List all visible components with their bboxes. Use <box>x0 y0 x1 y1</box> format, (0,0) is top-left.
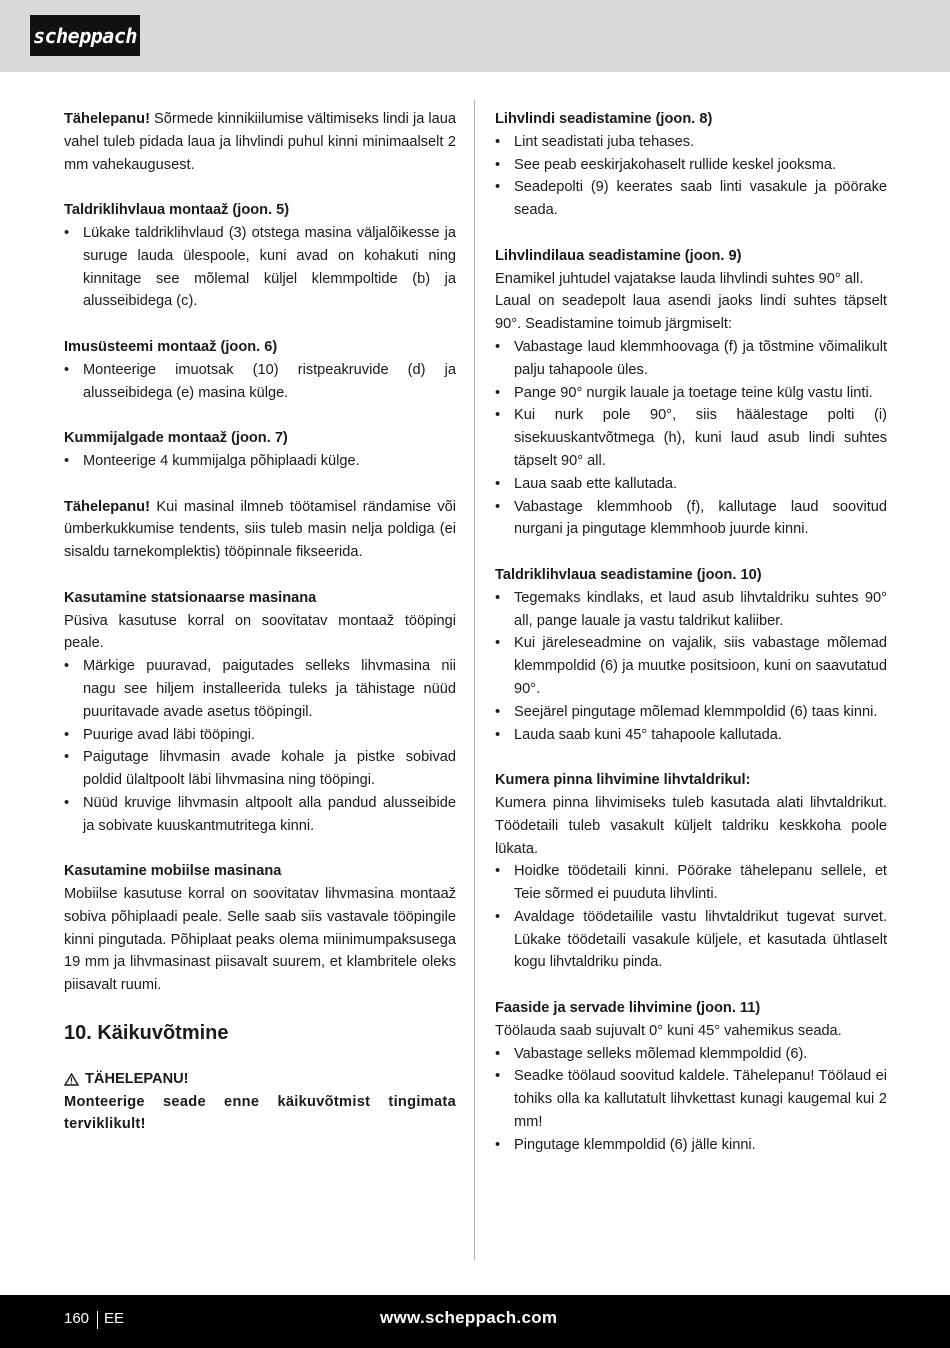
section-heading: Kummijalgade montaaž (joon. 7) <box>64 430 288 447</box>
paragraph: Töölauda saab sujuvalt 0° kuni 45° vahemikus seada. <box>495 1022 842 1039</box>
column-divider <box>474 100 475 1260</box>
list-item: • Nüüd kruvige lihvmasin altpoolt alla pandud alusseibide ja sobivate kuuskantmutritega kinni. <box>64 792 456 838</box>
list-item: • Kui nurk pole 90°, siis häälestage polti (i) sisekuuskantvõtmega (h), kuni laud asub lindi suhtes täpselt 90° all. <box>495 404 887 472</box>
left-column <box>64 108 456 1136</box>
note-finger-gap: Tähelepanu! Sõrmede kinnikiilumise vältimiseks lindi ja laua vahel tuleb pidada laua ja lihvlindi puhul kinni minimaalselt 2 mm vahekaugusest. <box>64 111 456 173</box>
warning-triangle-icon <box>64 1073 79 1086</box>
section-belt-adjust <box>495 108 887 222</box>
paragraph: Püsiva kasutuse korral on soovitatav montaaž tööpingi peale. <box>64 612 456 652</box>
section-heading: Faaside ja servade lihvimine (joon. 11) <box>495 1000 761 1017</box>
warning-text: Monteerige seade enne käikuvõtmist tingimata terviklikult! <box>64 1093 456 1133</box>
page-header <box>0 0 950 72</box>
section-disc-table-mount <box>64 199 456 313</box>
warning-heading: TÄHELEPANU! <box>64 1068 456 1091</box>
section-heading: Kasutamine statsionaarse masinana <box>64 589 317 606</box>
list-item: • Vabastage laud klemmhoovaga (f) ja tõstmine võimalikult palju tahapoole üles. <box>495 336 887 382</box>
list-item: • See peab eeskirjakohaselt rullide keskel jooksma. <box>495 154 887 177</box>
section-stationary-use <box>64 587 456 838</box>
list-item: • Kui järeleseadmine on vajalik, siis vabastage mõlemad klemmpoldid (6) ja muutke positsioon, kuni on saavutatud 90°. <box>495 632 887 700</box>
section-belt-table-adjust <box>495 245 887 541</box>
footer-separator <box>97 1311 98 1329</box>
list-item: • Tegemaks kindlaks, et laud asub lihvtaldriku suhtes 90° all, pange lauale ja vastu taldrikut kaliiber. <box>495 587 887 633</box>
list-item: • Vabastage selleks mõlemad klemmpoldid (6). <box>495 1043 887 1066</box>
paragraph: Laual on seadepolt laua asendi jaoks lindi suhtes täpselt 90°. Seadistamine toimub järgmiselt: <box>495 293 887 333</box>
list-item: • Lükake taldriklihvlaud (3) otstega masina väljalõikesse ja suruge lauda ülespoole, kuni avad on kohakuti ning kinnitage see mõlemal küljel klemmpoltide (b) ja alusseibidega (c). <box>64 222 456 313</box>
list-item: • Pange 90° nurgik lauale ja toetage teine külg vastu linti. <box>495 382 887 405</box>
list-item: • Paigutage lihvmasin avade kohale ja pistke sobivad poldid ülaltpoolt läbi lihvmasina ning tööpingi. <box>64 746 456 792</box>
page-footer <box>0 1295 950 1348</box>
section-heading: Imusüsteemi montaaž (joon. 6) <box>64 338 278 355</box>
section-heading: Taldriklihvlaua montaaž (joon. 5) <box>64 202 290 219</box>
list-item: • Monteerige imuotsak (10) ristpeakruvide (d) ja alusseibidega (e) masina külge. <box>64 359 456 405</box>
list-item: • Lint seadistati juba tehases. <box>495 131 887 154</box>
note-fixing: Tähelepanu! Kui masinal ilmneb töötamisel rändamise või ümberkukkumise tendents, siis tuleb masin nelja poldiga (ei sisaldu tarnekomplektis) tööpinnale fikseerida. <box>64 498 456 561</box>
list-item: • Monteerige 4 kummijalga põhiplaadi külge. <box>64 450 456 473</box>
paragraph: Enamikel juhtudel vajatakse lauda lihvlindi suhtes 90° all. <box>495 270 864 287</box>
section-convex-sanding <box>495 769 887 974</box>
website-link[interactable]: www.scheppach.com <box>380 1308 558 1327</box>
list-item: • Laua saab ette kallutada. <box>495 473 887 496</box>
list-item: • Märkige puuravad, paigutades selleks lihvmasina nii nagu see hiljem installeerida tuleks ja tähistage nüüd puuritavade avade asetus tööpingil. <box>64 655 456 723</box>
section-heading: Lihvlindilaua seadistamine (joon. 9) <box>495 247 742 264</box>
list-item: • Vabastage klemmhoob (f), kallutage laud soovitud nurgani ja pingutage klemmhoob juurde kinni. <box>495 496 887 542</box>
section-mobile-use <box>64 860 456 997</box>
list-item: • Seejärel pingutage mõlemad klemmpoldid (6) taas kinni. <box>495 701 887 724</box>
list-item: • Hoidke töödetaili kinni. Pöörake tähelepanu sellele, et Teie sõrmed ei puuduta lihvlinti. <box>495 860 887 906</box>
chapter-title: 10. Käikuvõtmine <box>64 1021 229 1044</box>
list-item: • Lauda saab kuni 45° tahapoole kallutada. <box>495 724 887 747</box>
right-column <box>495 108 887 1179</box>
list-item: • Puurige avad läbi tööpingi. <box>64 724 456 747</box>
section-heading: Kasutamine mobiilse masinana <box>64 863 282 880</box>
language-code: EE <box>104 1310 125 1327</box>
list-item: • Seadke töölaud soovitud kaldele. Tähelepanu! Töölaud ei tohiks olla ka kallutatult lihvkettast kunagi kaugemal kui 2 mm! <box>495 1065 887 1133</box>
list-item: • Seadepolti (9) keerates saab linti vasakule ja pöörake seada. <box>495 176 887 222</box>
list-item: • Pingutage klemmpoldid (6) jälle kinni. <box>495 1134 887 1157</box>
paragraph: Mobiilse kasutuse korral on soovitatav lihvmasina montaaž sobiva põhiplaadi peale. Selle saab siis vastavale tööpingile kinni pingutada. Põhiplaat peaks olema miinimumpaksusega 19 mm ja lihvmasinast piisavalt suurem, et klambritele oleks piisavalt ruumi. <box>64 886 456 994</box>
section-heading: Lihvlindi seadistamine (joon. 8) <box>495 111 713 127</box>
section-heading: Kumera pinna lihvimine lihvtaldrikul: <box>495 772 751 789</box>
section-rubber-feet-mount <box>64 427 456 473</box>
section-heading: Taldriklihvlaua seadistamine (joon. 10) <box>495 566 762 583</box>
list-item: • Avaldage töödetailile vastu lihvtaldrikut tugevat survet. Lükake töödetaili vasakule küljele, et kasutada ühtlaselt kogu lihvtaldriku pinda. <box>495 906 887 974</box>
scheppach-logo: scheppach <box>30 15 140 56</box>
page-number: 160 <box>64 1310 90 1327</box>
section-disc-table-adjust <box>495 564 887 746</box>
section-edge-sanding <box>495 997 887 1157</box>
section-suction-mount <box>64 336 456 404</box>
paragraph: Kumera pinna lihvimiseks tuleb kasutada alati lihvtaldrikut. Töödetaili tuleb vasakult küljelt taldriku keskkoha poole lükata. <box>495 794 887 857</box>
